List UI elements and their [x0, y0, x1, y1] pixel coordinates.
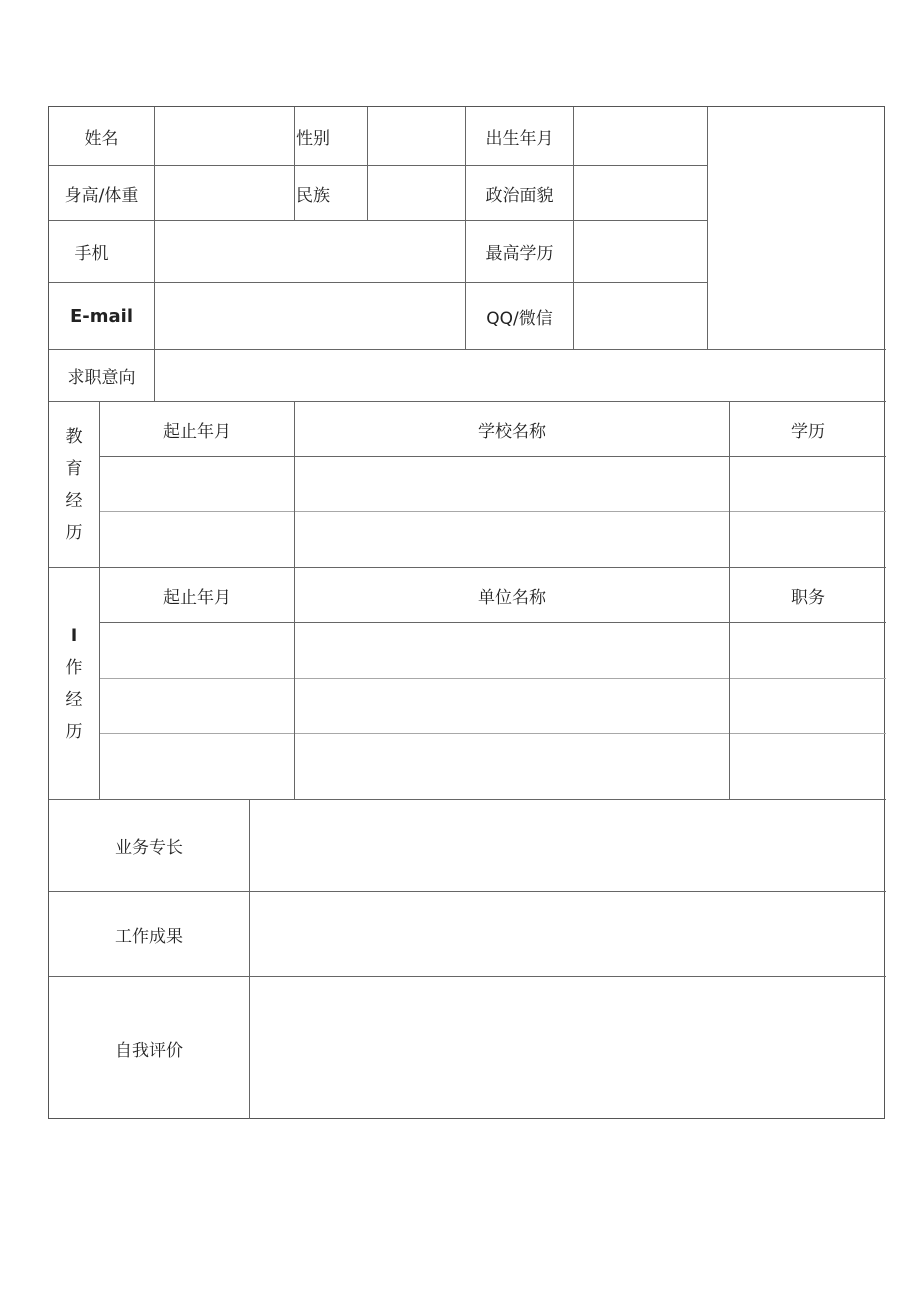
work-row[interactable]: [100, 734, 886, 799]
education-section-label: [49, 402, 99, 567]
phone-field[interactable]: [155, 221, 465, 282]
name-field[interactable]: [155, 107, 294, 165]
email-field[interactable]: [155, 283, 465, 349]
self-evaluation-field[interactable]: [250, 977, 886, 1119]
section-char: 历: [65, 721, 83, 742]
education-row[interactable]: [100, 512, 886, 567]
section-char: 经: [65, 490, 83, 511]
achievements-field[interactable]: [250, 892, 886, 976]
height-weight-field[interactable]: [155, 166, 294, 220]
section-char: 作: [65, 657, 83, 678]
expertise-label: 业务专长: [115, 838, 183, 858]
gender-field[interactable]: [368, 107, 465, 165]
phone-label: 手机: [74, 244, 109, 264]
section-char: 教: [65, 426, 83, 447]
gender-label: 性别: [296, 128, 330, 149]
ethnicity-label: 民族: [296, 185, 330, 206]
section-char: 育: [65, 458, 83, 479]
col-divider: [294, 107, 295, 220]
self-evaluation-label: 自我评价: [115, 1040, 183, 1061]
ethnicity-field[interactable]: [368, 166, 465, 220]
work-period-header: 起止年月: [163, 587, 231, 608]
section-char: 经: [65, 689, 83, 710]
work-row[interactable]: [100, 623, 886, 678]
job-intention-field[interactable]: [155, 350, 886, 401]
achievements-label: 工作成果: [115, 926, 183, 947]
work-row[interactable]: [100, 679, 886, 733]
qq-wechat-label: QQ/微信: [486, 308, 553, 329]
edu-degree-header: 学历: [791, 421, 825, 442]
qq-wechat-field[interactable]: [574, 283, 707, 349]
political-status-field[interactable]: [574, 166, 707, 220]
height-weight-label: 身高/体重: [64, 185, 139, 206]
photo-area[interactable]: [708, 107, 886, 349]
section-char: I: [70, 625, 78, 646]
education-level-field[interactable]: [574, 221, 707, 282]
work-company-header: 单位名称: [478, 587, 546, 608]
resume-form: [48, 106, 885, 1119]
work-section-label: [49, 568, 99, 799]
education-row[interactable]: [100, 457, 886, 511]
name-label: 姓名: [84, 128, 119, 149]
political-status-label: 政治面貌: [485, 185, 554, 206]
section-char: 历: [65, 522, 83, 543]
job-intention-label: 求职意向: [67, 368, 136, 388]
birth-date-label: 出生年月: [485, 128, 554, 149]
edu-school-header: 学校名称: [478, 421, 546, 442]
birth-date-field[interactable]: [574, 107, 707, 165]
work-position-header: 职务: [791, 587, 825, 608]
edu-period-header: 起止年月: [163, 421, 231, 442]
education-level-label: 最高学历: [485, 244, 554, 264]
expertise-field[interactable]: [250, 800, 886, 891]
email-label: E-mail: [69, 305, 133, 327]
